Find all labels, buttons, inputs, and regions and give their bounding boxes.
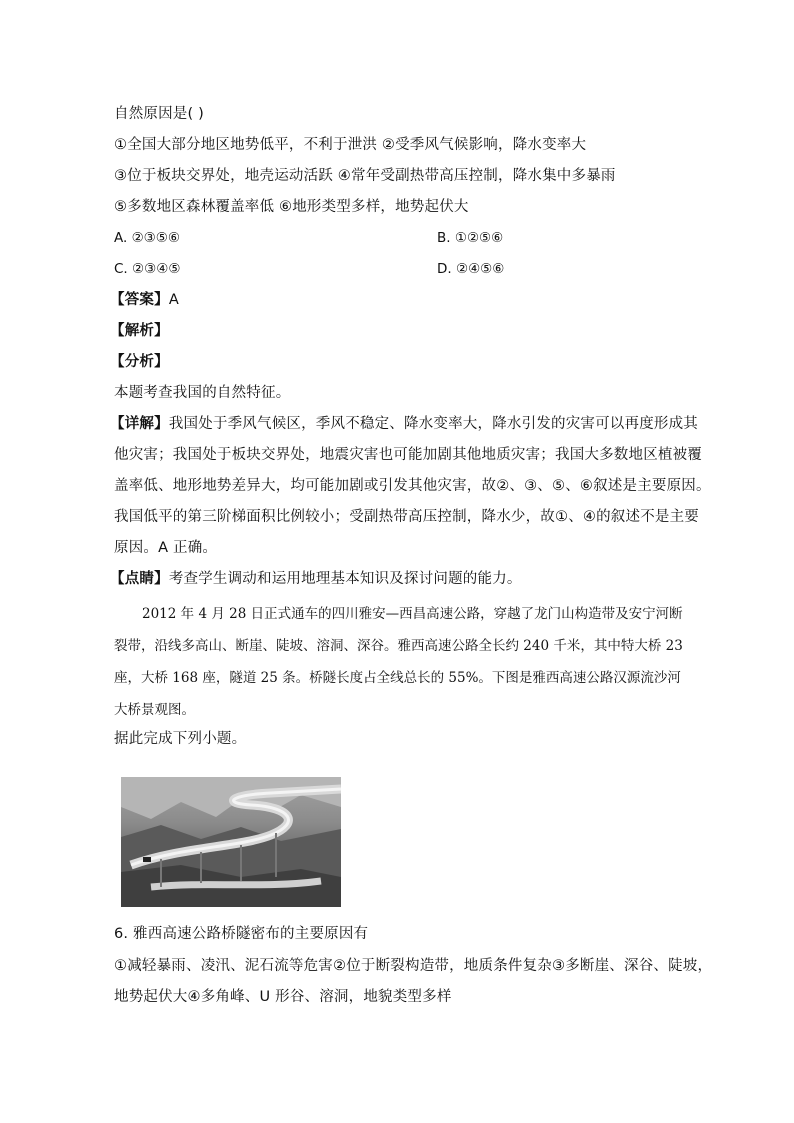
- detail-text-1: 我国处于季风气候区，季风不稳定、降水变率大，降水引发的灾害可以再度形成其: [168, 416, 699, 432]
- passage-line-2: 裂带，沿线多高山、断崖、陡坡、溶洞、深谷。雅西高速公路全长约 240 千米，其中特大桥 23: [114, 638, 683, 654]
- detail-line-1: [110, 414, 698, 434]
- passage-line-4: 大桥景观图。: [114, 702, 195, 718]
- q6-stem: 6. 雅西高速公路桥隧密布的主要原因有: [114, 926, 369, 942]
- dianjing-tag: 【点睛】: [110, 571, 169, 587]
- q6-line-1: ①减轻暴雨、凌汛、泥石流等危害②位于断裂构造带，地质条件复杂③多断崖、深谷、陡坡，: [114, 958, 713, 974]
- answer-value: A: [168, 292, 179, 308]
- fenxi-text: 本题考查我国的自然特征。: [114, 385, 291, 401]
- detail-line-2: 他灾害；我国处于板块交界处，地震灾害也可能加剧其他地质灾害；我国大多数地区植被覆: [114, 447, 702, 463]
- instruction: 据此完成下列小题。: [114, 731, 247, 747]
- answer-tag: 【答案】: [110, 292, 169, 308]
- statement-line-1: ①全国大部分地区地势低平，不利于泄洪 ②受季风气候影响，降水变率大: [114, 137, 587, 153]
- detail-line-4: 我国低平的第三阶梯面积比例较小；受副热带高压控制，降水少，故①、④的叙述不是主要: [114, 509, 699, 525]
- passage: [114, 598, 684, 726]
- passage-line-3: 座，大桥 168 座，隧道 25 条。桥隧长度占全线总长的 55%。下图是雅西高速公路汉源流沙河: [114, 670, 681, 686]
- question-stem: 自然原因是( ): [114, 106, 205, 122]
- dianjing-line: [110, 569, 522, 589]
- option-b: B. ①②⑤⑥: [437, 230, 504, 246]
- option-a: A. ②③⑤⑥: [114, 230, 180, 246]
- detail-line-5: 原因。A 正确。: [114, 540, 218, 556]
- dianjing-text: 考查学生调动和运用地理基本知识及探讨问题的能力。: [168, 571, 522, 587]
- q6-line-2: 地势起伏大④多角峰、U 形谷、溶洞，地貌类型多样: [114, 989, 452, 1005]
- fenxi-tag: 【分析】: [110, 354, 169, 370]
- statement-line-3: ⑤多数地区森林覆盖率低 ⑥地形类型多样，地势起伏大: [114, 199, 469, 215]
- analysis-tag: 【解析】: [110, 323, 169, 339]
- detail-line-3: 盖率低、地形地势差异大，均可能加剧或引发其他灾害，故②、③、⑤、⑥叙述是主要原因。: [114, 478, 711, 494]
- option-d: D. ②④⑤⑥: [437, 261, 505, 277]
- detail-tag: 【详解】: [110, 416, 169, 432]
- option-c: C. ②③④⑤: [114, 261, 181, 277]
- highway-bridge-photo: [121, 777, 341, 907]
- statement-line-2: ③位于板块交界处，地壳运动活跃 ④常年受副热带高压控制，降水集中多暴雨: [114, 168, 616, 184]
- answer-line: [110, 290, 179, 310]
- passage-line-1: 2012 年 4 月 28 日正式通车的四川雅安—西昌高速公路，穿越了龙门山构造带及安宁河断: [142, 606, 683, 622]
